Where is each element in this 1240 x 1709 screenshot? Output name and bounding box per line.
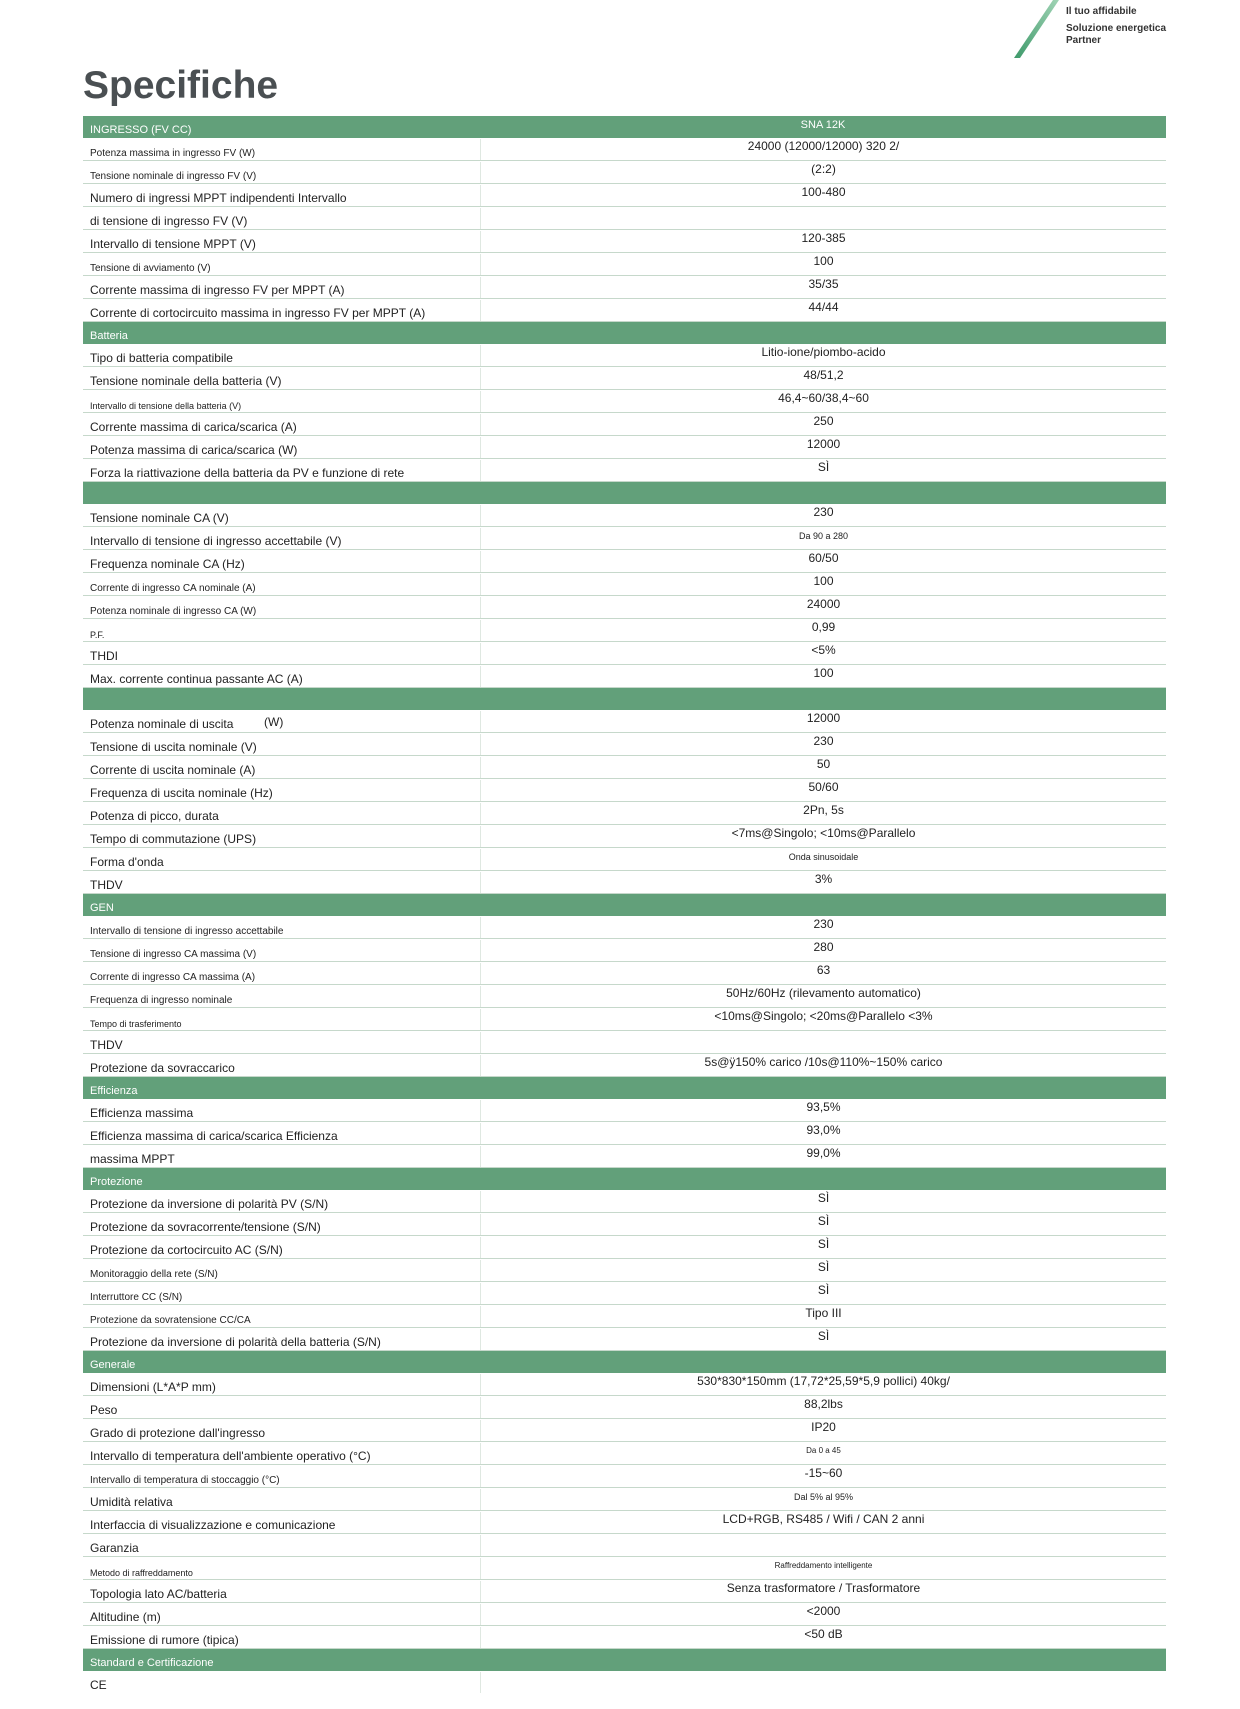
spec-value: 100-480: [480, 185, 1166, 206]
brand-logo-icon: [1004, 0, 1064, 60]
spec-row: [83, 230, 1166, 253]
spec-label: Corrente di ingresso CA nominale (A): [90, 583, 256, 594]
spec-row: [83, 619, 1166, 642]
spec-value: SÌ: [480, 1214, 1166, 1235]
spec-value: 60/50: [480, 551, 1166, 572]
spec-label: Tensione nominale di ingresso FV (V): [90, 171, 257, 182]
spec-value: IP20: [480, 1420, 1166, 1441]
spec-row: [83, 596, 1166, 619]
spec-value: 88,2lbs: [480, 1397, 1166, 1418]
spec-value: Raffreddamento intelligente: [480, 1558, 1166, 1579]
spec-table: [83, 116, 1166, 1693]
spec-label: Tensione nominale CA (V): [90, 511, 229, 525]
spec-value: [480, 1535, 1166, 1556]
spec-label: Intervallo di tensione MPPT (V): [90, 237, 256, 251]
spec-value: SÌ: [480, 1283, 1166, 1304]
spec-value: SÌ: [480, 460, 1166, 481]
spec-row: [83, 1031, 1166, 1054]
spec-row: [83, 1671, 1166, 1693]
spec-value: 100: [480, 254, 1166, 275]
spec-label: Max. corrente continua passante AC (A): [90, 672, 303, 686]
spec-row: [83, 1442, 1166, 1465]
spec-value: 230: [480, 917, 1166, 938]
spec-label: Intervallo di temperatura di stoccaggio (°C): [90, 1475, 280, 1486]
spec-row: [83, 939, 1166, 962]
spec-value: 100: [480, 574, 1166, 595]
spec-label: Protezione da cortocircuito AC (S/N): [90, 1243, 283, 1257]
spec-label: Intervallo di tensione della batteria (V): [90, 401, 242, 411]
spec-row: [83, 550, 1166, 573]
spec-row: [83, 1511, 1166, 1534]
spec-label: Tensione di avviamento (V): [90, 263, 211, 274]
spec-label: Protezione da sovraccarico: [90, 1061, 235, 1075]
spec-row: [83, 1419, 1166, 1442]
spec-row: [83, 1122, 1166, 1145]
spec-label: Tensione di uscita nominale (V): [90, 740, 257, 754]
spec-label: Protezione da inversione di polarità della batteria (S/N): [90, 1335, 381, 1349]
spec-label: Emissione di rumore (tipica): [90, 1633, 239, 1647]
spec-row: [83, 299, 1166, 322]
section-header: [83, 894, 1166, 916]
brand-tagline-2: [1066, 23, 1166, 47]
spec-row: [83, 802, 1166, 825]
spec-label: Efficienza massima: [90, 1106, 194, 1120]
spec-value: Dal 5% al 95%: [480, 1489, 1166, 1510]
section-title: Standard e Certificazione: [90, 1657, 214, 1669]
spec-value: <10ms@Singolo; <20ms@Parallelo <3%: [480, 1009, 1166, 1030]
spec-label: THDV: [90, 1038, 123, 1052]
spec-row: [83, 1488, 1166, 1511]
spec-label: Dimensioni (L*A*P mm): [90, 1380, 216, 1394]
spec-row: [83, 413, 1166, 436]
spec-row: [83, 138, 1166, 161]
spec-value: SÌ: [480, 1191, 1166, 1212]
spec-row: [83, 573, 1166, 596]
spec-value: SÌ: [480, 1260, 1166, 1281]
spec-row: [83, 1099, 1166, 1122]
spec-label: Interruttore CC (S/N): [90, 1292, 183, 1303]
spec-row: [83, 871, 1166, 894]
spec-label: Intervallo di temperatura dell'ambiente operativo (°C): [90, 1449, 371, 1463]
spec-value: SÌ: [480, 1237, 1166, 1258]
section-header: [83, 1168, 1166, 1190]
spec-label: Corrente massima di carica/scarica (A): [90, 420, 297, 434]
spec-label: Tempo di trasferimento: [90, 1019, 182, 1029]
spec-value: Tipo III: [480, 1306, 1166, 1327]
spec-row: [83, 527, 1166, 550]
section-header: [83, 1077, 1166, 1099]
spec-value: <5%: [480, 643, 1166, 664]
spec-value: 120-385: [480, 231, 1166, 252]
spec-value: 44/44: [480, 300, 1166, 321]
spec-label: Garanzia: [90, 1541, 139, 1555]
spec-label: Potenza nominale di uscita: [90, 717, 234, 731]
spec-label: Tipo di batteria compatibile: [90, 351, 233, 365]
spec-row: [83, 184, 1166, 207]
section-header: [83, 1351, 1166, 1373]
spec-label: Numero di ingressi MPPT indipendenti Intervallo: [90, 191, 347, 205]
spec-value: 93,0%: [480, 1123, 1166, 1144]
spec-label: Topologia lato AC/batteria: [90, 1587, 227, 1601]
spec-value: 12000: [480, 711, 1166, 732]
spec-value: 2Pn, 5s: [480, 803, 1166, 824]
spec-row: [83, 1626, 1166, 1649]
spec-value: 12000: [480, 437, 1166, 458]
spec-value: 48/51,2: [480, 368, 1166, 389]
spec-value: <2000: [480, 1604, 1166, 1625]
spec-row: [83, 1396, 1166, 1419]
spec-row: [83, 962, 1166, 985]
section-header: [83, 116, 1166, 138]
spec-value: (2:2): [480, 162, 1166, 183]
section-header: [83, 322, 1166, 344]
spec-value: 50/60: [480, 780, 1166, 801]
model-name: SNA 12K: [800, 119, 846, 131]
spec-value: Litio-ione/piombo-acido: [480, 345, 1166, 366]
spec-label: Umidità relativa: [90, 1495, 173, 1509]
spec-value: 3%: [480, 872, 1166, 893]
spec-label: P.F.: [90, 630, 105, 640]
spec-value: 280: [480, 940, 1166, 961]
spec-value: 230: [480, 505, 1166, 526]
spec-label: THDI: [90, 649, 118, 663]
spec-row: [83, 390, 1166, 413]
section-title: INGRESSO (FV CC): [90, 124, 192, 136]
spec-value: 50Hz/60Hz (rilevamento automatico): [480, 986, 1166, 1007]
spec-row: [83, 504, 1166, 527]
spec-label: Intervallo di tensione di ingresso accettabile: [90, 926, 284, 937]
spec-label: Metodo di raffreddamento: [90, 1568, 193, 1578]
spec-row: [83, 1190, 1166, 1213]
spec-label: Potenza di picco, durata: [90, 809, 219, 823]
spec-row: [83, 1328, 1166, 1351]
spec-row: [83, 161, 1166, 184]
spec-row: [83, 1213, 1166, 1236]
section-title: Protezione: [90, 1176, 143, 1188]
spec-value: Da 90 a 280: [480, 528, 1166, 549]
spec-value: LCD+RGB, RS485 / Wifi / CAN 2 anni: [480, 1512, 1166, 1533]
spec-value: 0,99: [480, 620, 1166, 641]
spec-value: 250: [480, 414, 1166, 435]
spec-row: [83, 1282, 1166, 1305]
spec-row: [83, 985, 1166, 1008]
spec-row: [83, 207, 1166, 230]
spec-row: [83, 1236, 1166, 1259]
spec-value: 63: [480, 963, 1166, 984]
spec-value: [480, 1672, 1166, 1693]
spec-label: Corrente di cortocircuito massima in ingresso FV per MPPT (A): [90, 306, 426, 320]
spec-row: [83, 1008, 1166, 1031]
brand-tagline-2b: Partner: [1066, 35, 1102, 46]
spec-label: Potenza massima in ingresso FV (W): [90, 148, 256, 159]
spec-value: Da 0 a 45: [480, 1443, 1166, 1464]
section-title: Generale: [90, 1359, 136, 1371]
spec-label: Potenza massima di carica/scarica (W): [90, 443, 298, 457]
spec-value: 100: [480, 666, 1166, 687]
spec-label: Efficienza massima di carica/scarica Efficienza: [90, 1129, 338, 1143]
spec-row: [83, 1259, 1166, 1282]
spec-label: Forza la riattivazione della batteria da PV e funzione di rete: [90, 466, 405, 480]
spec-row: [83, 1145, 1166, 1168]
spec-label: Interfaccia di visualizzazione e comunicazione: [90, 1518, 336, 1532]
spec-label: di tensione di ingresso FV (V): [90, 214, 248, 228]
brand-tagline-2a: Soluzione energetica: [1066, 23, 1167, 34]
spec-row: [83, 367, 1166, 390]
spec-row: [83, 1465, 1166, 1488]
section-header: [83, 688, 1166, 710]
spec-row: [83, 344, 1166, 367]
brand-block: [1004, 0, 1240, 64]
spec-value: Senza trasformatore / Trasformatore: [480, 1581, 1166, 1602]
spec-value: [480, 1032, 1166, 1053]
spec-label: Frequenza nominale CA (Hz): [90, 557, 245, 571]
spec-row: [83, 642, 1166, 665]
spec-row: [83, 1557, 1166, 1580]
section-title: Batteria: [90, 330, 128, 342]
spec-label: THDV: [90, 878, 123, 892]
spec-label: Grado di protezione dall'ingresso: [90, 1426, 266, 1440]
spec-row: [83, 756, 1166, 779]
spec-row: [83, 1305, 1166, 1328]
spec-value: 24000: [480, 597, 1166, 618]
spec-label: Corrente di uscita nominale (A): [90, 763, 256, 777]
spec-value: -15~60: [480, 1466, 1166, 1487]
spec-row: [83, 916, 1166, 939]
spec-value: <50 dB: [480, 1627, 1166, 1648]
spec-value: 46,4~60/38,4~60: [480, 391, 1166, 412]
spec-label: Corrente massima di ingresso FV per MPPT (A): [90, 283, 345, 297]
spec-label: Altitudine (m): [90, 1610, 161, 1624]
section-title: Efficienza: [90, 1085, 138, 1097]
spec-row: [83, 459, 1166, 482]
spec-label: Protezione da inversione di polarità PV (S/N): [90, 1197, 329, 1211]
spec-label: Forma d'onda: [90, 855, 164, 869]
spec-label: Corrente di ingresso CA massima (A): [90, 972, 256, 983]
spec-value: 5s@ÿ150% carico /10s@110%~150% carico: [480, 1055, 1166, 1076]
spec-label: Peso: [90, 1403, 118, 1417]
spec-label: Monitoraggio della rete (S/N): [90, 1269, 218, 1280]
spec-label: massima MPPT: [90, 1152, 175, 1166]
spec-value: 24000 (12000/12000) 320 2/: [480, 139, 1166, 160]
spec-value: <7ms@Singolo; <10ms@Parallelo: [480, 826, 1166, 847]
spec-row: [83, 1580, 1166, 1603]
section-header: [83, 482, 1166, 504]
spec-row: [83, 779, 1166, 802]
spec-label: Frequenza di uscita nominale (Hz): [90, 786, 273, 800]
section-title: GEN: [90, 902, 114, 914]
spec-row: [83, 825, 1166, 848]
brand-tagline-1: Il tuo affidabile: [1066, 6, 1137, 17]
spec-label: Protezione da sovratensione CC/CA: [90, 1315, 251, 1326]
spec-label: Frequenza di ingresso nominale: [90, 995, 233, 1006]
spec-row: [83, 710, 1166, 733]
spec-value: 50: [480, 757, 1166, 778]
spec-label: CE: [90, 1678, 107, 1692]
spec-label: Tensione di ingresso CA massima (V): [90, 949, 257, 960]
spec-value: [480, 208, 1166, 229]
spec-row: [83, 1373, 1166, 1396]
spec-row: [83, 733, 1166, 756]
spec-row: [83, 1054, 1166, 1077]
spec-label: Potenza nominale di ingresso CA (W): [90, 606, 257, 617]
spec-label: Protezione da sovracorrente/tensione (S/N): [90, 1220, 321, 1234]
spec-value: 99,0%: [480, 1146, 1166, 1167]
spec-value: Onda sinusoidale: [480, 849, 1166, 870]
page-title: Specifiche: [83, 64, 279, 107]
spec-row: [83, 253, 1166, 276]
spec-row: [83, 1603, 1166, 1626]
spec-value: 35/35: [480, 277, 1166, 298]
spec-row: [83, 848, 1166, 871]
spec-label: Intervallo di tensione di ingresso accettabile (V): [90, 534, 342, 548]
spec-value: 93,5%: [480, 1100, 1166, 1121]
spec-row: [83, 276, 1166, 299]
spec-unit: (W): [264, 715, 284, 729]
section-header: [83, 1649, 1166, 1671]
spec-value: 530*830*150mm (17,72*25,59*5,9 pollici) 40kg/: [480, 1374, 1166, 1395]
spec-row: [83, 665, 1166, 688]
spec-label: Tensione nominale della batteria (V): [90, 374, 282, 388]
spec-value: 230: [480, 734, 1166, 755]
spec-label: Tempo di commutazione (UPS): [90, 832, 257, 846]
spec-value: SÌ: [480, 1329, 1166, 1350]
spec-row: [83, 1534, 1166, 1557]
spec-row: [83, 436, 1166, 459]
